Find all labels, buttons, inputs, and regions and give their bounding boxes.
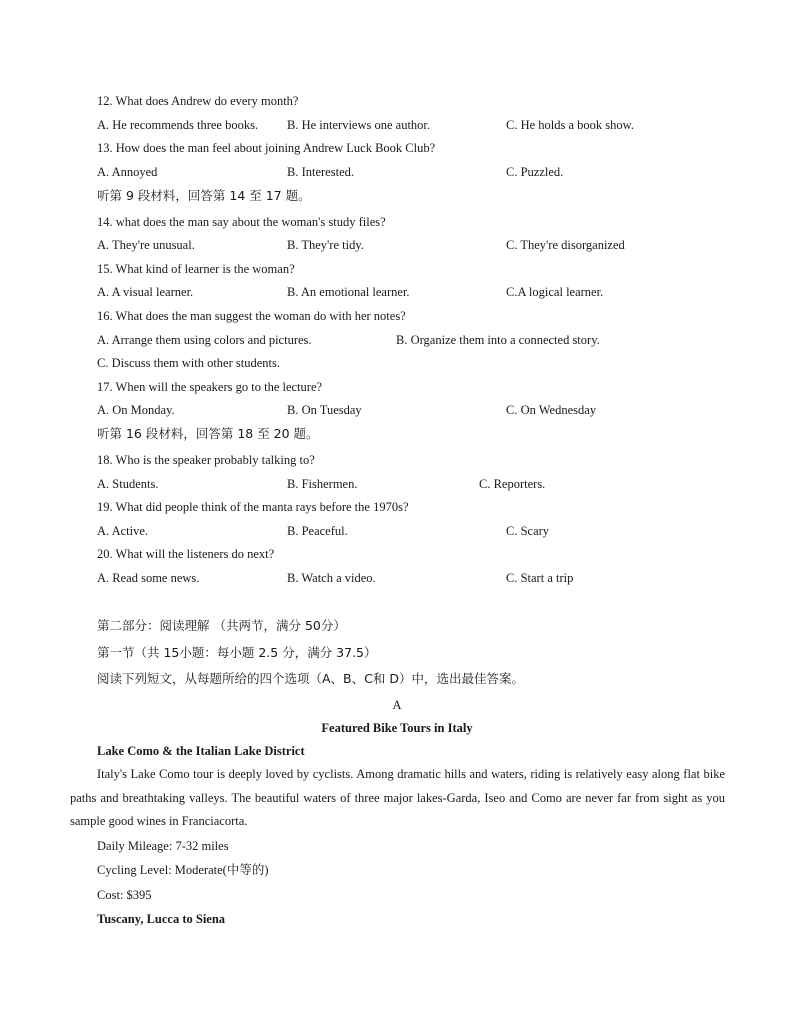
option-c: C. They're disorganized (506, 238, 625, 252)
option-b: B. Fishermen. (287, 477, 358, 491)
passage-letter: A (392, 698, 402, 712)
question-16: 16. What does the man suggest the woman do with her notes? (97, 309, 406, 323)
option-b: B. Organize them into a connected story. (396, 333, 600, 347)
tour-heading-tuscany: Tuscany, Lucca to Siena (97, 912, 226, 926)
option-b: B. Interested. (287, 165, 354, 179)
option-a: A. On Monday. (97, 403, 175, 417)
option-c: C. Reporters. (479, 477, 546, 491)
option-b: B. They're tidy. (287, 238, 364, 252)
tour-heading-lake-como: Lake Como & the Italian Lake District (97, 744, 305, 758)
option-a: A. He recommends three books. (97, 118, 259, 132)
option-a: A. Annoyed (97, 165, 158, 179)
option-c: C. Puzzled. (506, 165, 564, 179)
question-17: 17. When will the speakers go to the lecture? (97, 380, 323, 394)
option-b: B. Peaceful. (287, 524, 348, 538)
question-12: 12. What does Andrew do every month? (97, 94, 299, 108)
question-14: 14. what does the man say about the woman's study files? (97, 215, 386, 229)
options-16 (97, 332, 717, 348)
cycling-level: Cycling Level: Moderate(中等的) (97, 863, 269, 877)
question-19: 19. What did people think of the manta rays before the 1970s? (97, 500, 409, 514)
reading-instruction: 阅读下列短文，从每题所给的四个选项（A、B、C和 D）中，选出最佳答案。 (97, 671, 524, 686)
options-17 (97, 402, 717, 418)
option-c: C. Scary (506, 524, 550, 538)
option-a: A. Read some news. (97, 571, 200, 585)
option-b: B. An emotional learner. (287, 285, 410, 299)
option-a: A. They're unusual. (97, 238, 195, 252)
options-18 (97, 476, 717, 492)
tour-cost: Cost: $395 (97, 888, 152, 902)
question-13: 13. How does the man feel about joining Andrew Luck Book Club? (97, 141, 436, 155)
section-instruction-16: 听第 16 段材料，回答第 18 至 20 题。 (97, 426, 319, 441)
option-a: A. Active. (97, 524, 149, 538)
option-a: A. Students. (97, 477, 159, 491)
options-15 (97, 284, 717, 300)
passage-title: Featured Bike Tours in Italy (321, 721, 473, 735)
question-18: 18. Who is the speaker probably talking to? (97, 453, 315, 467)
option-b: B. Watch a video. (287, 571, 376, 585)
option-b: B. He interviews one author. (287, 118, 431, 132)
daily-mileage: Daily Mileage: 7-32 miles (97, 839, 229, 853)
part-two-title: 第二部分：阅读理解 （共两节，满分 50分） (97, 618, 346, 633)
option-c: C.A logical learner. (506, 285, 604, 299)
option-c: C. Start a trip (506, 571, 574, 585)
options-14 (97, 237, 717, 253)
options-19 (97, 523, 717, 539)
question-20: 20. What will the listeners do next? (97, 547, 275, 561)
options-12 (97, 117, 717, 133)
options-20 (97, 570, 717, 586)
options-13 (97, 164, 717, 180)
option-c-16: C. Discuss them with other students. (97, 356, 280, 370)
option-a: A. A visual learner. (97, 285, 194, 299)
tour-description-lake-como: Italy's Lake Como tour is deeply loved by cyclists. Among dramatic hills and waters, riding is relatively easy along flat bike paths and breathtaking valleys. The beautiful waters of three major lakes-Garda, Iseo and Como are never far from sight as you sample good wines in Franciacorta. (70, 767, 725, 828)
option-b: B. On Tuesday (287, 403, 362, 417)
section-instruction-9: 听第 9 段材料，回答第 14 至 17 题。 (97, 188, 311, 203)
option-a: A. Arrange them using colors and pictures. (97, 333, 312, 347)
option-c: C. He holds a book show. (506, 118, 635, 132)
option-c: C. On Wednesday (506, 403, 597, 417)
section-one-title: 第一节（共 15小题：每小题 2.5 分，满分 37.5） (97, 645, 377, 660)
question-15: 15. What kind of learner is the woman? (97, 262, 295, 276)
